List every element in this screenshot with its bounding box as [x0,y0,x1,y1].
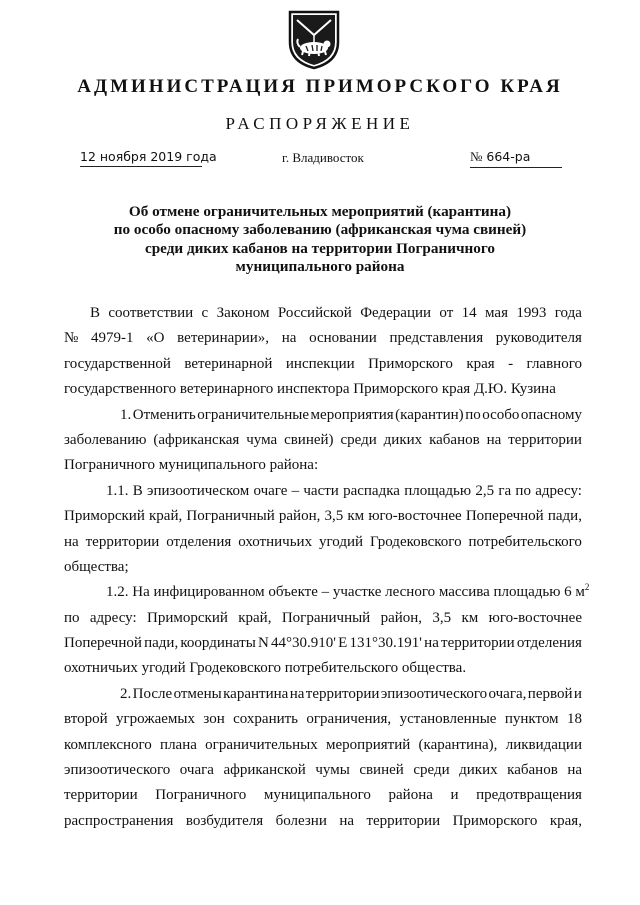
document-number: 664-ра [486,149,531,164]
body-line: второй угрожаемых зон сохранить ограничения, установленные пунктом 18 [64,711,582,728]
body-line: по адресу: Приморский край, Пограничный район, 3,5 км юго-восточнее [64,609,582,626]
title-line: среди диких кабанов на территории Пограничного [144,239,495,257]
title-line: по особо опасному заболеванию (африканская чума свиней) [113,221,527,239]
body-line: № 4979-1 «О ветеринарии», на основании представления руководителя [64,330,582,347]
document-city: г. Владивосток [282,150,364,165]
body-line [64,580,590,605]
document-number-field [470,149,562,168]
body-line: 1.1. В эпизоотическом очаге – части распадка площадью 2,5 га по адресу: [106,482,582,499]
body-line-text: 1.2. На инфицированном объекте – участке лесного массива площадью 6 м [106,584,585,601]
body-line: на территории отделения охотничьих угодий Гродековского потребительского [64,533,582,550]
document-body [64,301,590,834]
body-line: распространения возбудителя болезни на территории Приморского края, [64,812,582,829]
body-line: Поперечной пади, координаты N 44°30.910' E 131°30.191' на территории отделения [64,635,582,652]
document-title [60,203,580,276]
body-line: Пограничного муниципального района: [64,457,319,474]
superscript: 2 [584,582,590,593]
number-prefix: № [470,149,483,164]
body-line: охотничьих угодий Гродековского потребительского общества. [64,660,467,677]
document-date: 12 ноября 2019 года [80,149,202,167]
coat-of-arms-icon [288,8,340,70]
body-line: общества; [64,558,129,575]
body-line: комплексного плана ограничительных мероприятий (карантина), ликвидации [64,736,582,753]
title-line: муниципального района [235,257,405,275]
body-line: эпизоотического очага африканской чумы свиней среди диких кабанов на [64,762,582,779]
body-line: территории Пограничного муниципального района и предотвращения [64,787,582,804]
body-line: В соответствии с Законом Российской Федерации от 14 мая 1993 года [90,305,582,321]
title-line: Об отмене ограничительных мероприятий (карантина) [128,203,512,220]
organization-name: АДМИНИСТРАЦИЯ ПРИМОРСКОГО КРАЯ [77,76,563,97]
body-line: 2. После отмены карантина на территории эпизоотического очага, первой и [120,685,582,702]
body-line: заболеванию (африканская чума свиней) среди диких кабанов на территории [64,431,582,448]
body-line: Приморский край, Пограничный район, 3,5 км юго-восточнее Поперечной пади, [64,508,582,525]
document-type: РАСПОРЯЖЕНИЕ [225,114,415,133]
body-line: государственной ветеринарной инспекции Приморского края - главного [64,355,582,372]
body-line: государственного ветеринарного инспектора Приморского края Д.Ю. Кузина [64,381,556,398]
body-line: 1. Отменить ограничительные мероприятия (карантин) по особо опасному [120,406,582,423]
